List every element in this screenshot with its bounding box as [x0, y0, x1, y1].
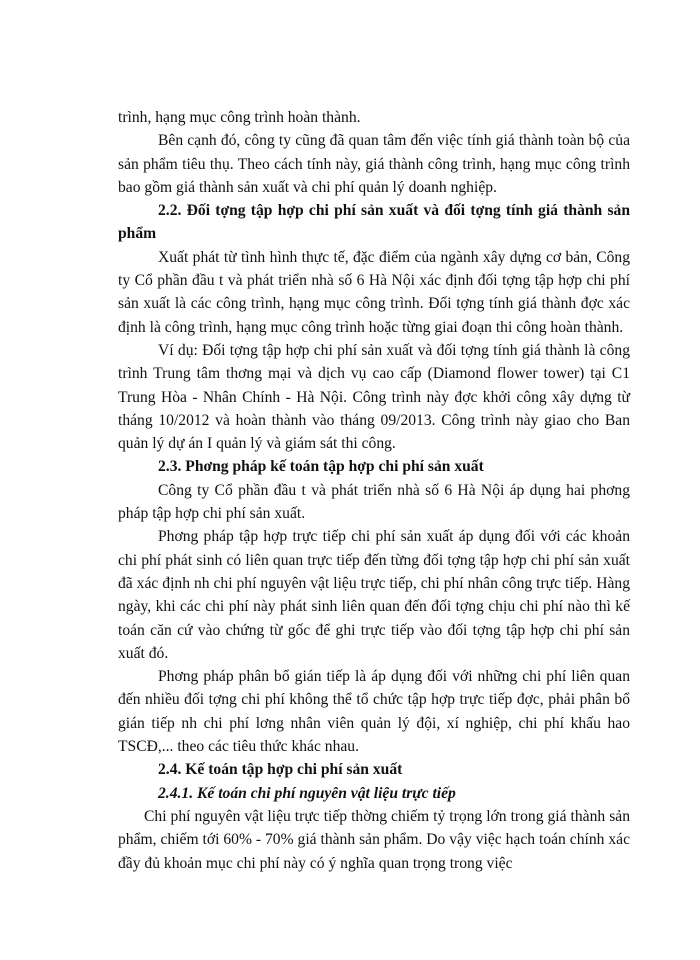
paragraph-indirect-method: Phơng pháp phân bổ gián tiếp là áp dụng đối với những chi phí liên quan đến nhiều đối tợng chi phí không thể tổ chức tập hợp trực tiếp đợc, phải phân bổ gián tiếp nh chi phí lơng nhân viên quản lý đội, xí nghiệp, chi phí khấu hao TSCĐ,... theo các tiêu thức khác nhau.	[118, 668, 630, 756]
heading-2-4: 2.4. Kế toán tập hợp chi phí sản xuất	[158, 761, 403, 779]
document-body	[118, 106, 630, 875]
paragraph-continuation: trình, hạng mục công trình hoàn thành.	[118, 109, 361, 126]
heading-2-3: 2.3. Phơng pháp kế toán tập hợp chi phí sản xuất	[158, 458, 484, 476]
paragraph-two-methods: Công ty Cổ phần đầu t và phát triển nhà số 6 Hà Nội áp dụng hai phơng pháp tập hợp chi phí sản xuất.	[118, 481, 630, 523]
paragraph-cost-objects: Xuất phát từ tình hình thực tế, đặc điểm của ngành xây dựng cơ bản, Công ty Cổ phần đầu t và phát triển nhà số 6 Hà Nội xác định đối tợng tập hợp chi phí sản xuất là các công trình, hạng mục công trình. Đối tợng tính giá thành đợc xác định là công trình, hạng mục công trình hoặc từng giai đoạn thi công hoàn thành.	[118, 248, 630, 336]
paragraph-material-cost: Chi phí nguyên vật liệu trực tiếp thờng chiếm tỷ trọng lớn trong giá thành sản phẩm, chiếm tới 60% - 70% giá thành sản phẩm. Do vậy việc hạch toán chính xác đầy đủ khoản mục chi phí này có ý nghĩa quan trọng trong việc	[118, 807, 630, 872]
paragraph-example: Ví dụ: Đối tợng tập hợp chi phí sản xuất và đối tợng tính giá thành là công trình Trung tâm thơng mại và dịch vụ cao cấp (Diamond flower tower) tại C1 Trung Hòa - Nhân Chính - Hà Nội. Công trình này đợc khởi công xây dựng từ tháng 10/2012 và hoàn thành vào tháng 09/2013. Công trình này giao cho Ban quản lý dự án I quản lý và giám sát thi công.	[118, 341, 630, 453]
paragraph-full-cost: Bên cạnh đó, công ty cũng đã quan tâm đến việc tính giá thành toàn bộ của sản phẩm tiêu thụ. Theo cách tính này, giá thành công trình, hạng mục công trình bao gồm giá thành sản xuất và chi phí quản lý doanh nghiệp.	[118, 132, 630, 196]
paragraph-direct-method: Phơng pháp tập hợp trực tiếp chi phí sản xuất áp dụng đối với các khoản chi phí phát sinh có liên quan trực tiếp đến từng đối tợng tập hợp chi phí sản xuất đã xác định nh chi phí nguyên vật liệu trực tiếp, chi phí nhân công trực tiếp. Hàng ngày, khi các chi phí này phát sinh liên quan đến đối tợng chịu chi phí nào thì kế toán căn cứ vào chứng từ gốc để ghi trực tiếp vào đối tợng tập hợp chi phí sản xuất đó.	[118, 528, 630, 662]
heading-2-4-1: 2.4.1. Kế toán chi phí nguyên vật liệu trực tiếp	[158, 784, 456, 802]
heading-2-2: 2.2. Đối tợng tập hợp chi phí sản xuất và đối tợng tính giá thành sản phẩm	[118, 202, 630, 243]
